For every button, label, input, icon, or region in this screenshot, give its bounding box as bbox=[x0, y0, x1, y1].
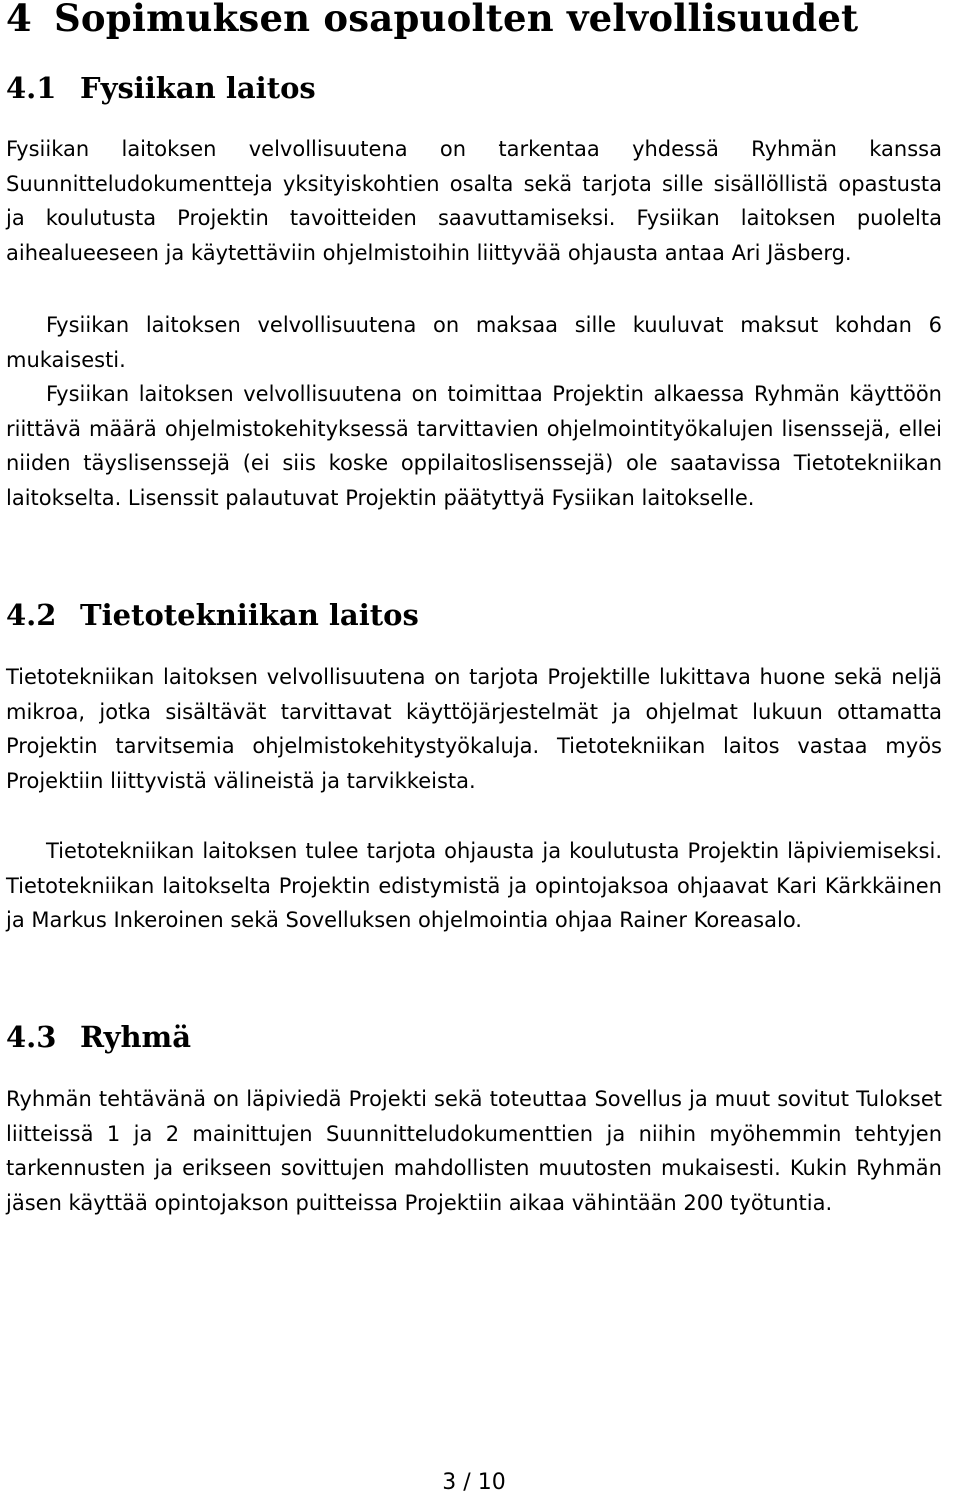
section-title: Fysiikan laitos bbox=[80, 71, 316, 105]
paragraph: Tietotekniikan laitoksen tulee tarjota ohjausta ja koulutusta Projektin läpiviemiseksi. Tietotekniikan laitokselta Projektin edistymistä ja opintojaksoa ohjaavat Kari Kärkkäinen ja Markus Inkeroinen sekä Sovelluksen ohjelmointia ohjaa Rainer Koreasalo. bbox=[6, 839, 942, 932]
section-title: Tietotekniikan laitos bbox=[80, 598, 419, 632]
section-heading-4-3 bbox=[6, 1020, 191, 1054]
section-title: Ryhmä bbox=[80, 1020, 192, 1054]
page-number: 3 / 10 bbox=[442, 1470, 506, 1495]
paragraph: Tietotekniikan laitoksen velvollisuutena on tarjota Projektille lukittava huone sekä neljä mikroa, jotka sisältävät tarvittavat käyttöjärjestelmät ja ohjelmat lukuun ottamatta Projektin tarvitsemia ohjelmistokehitystyökaluja. Tietotekniikan laitos vastaa myös Projektiin liittyvistä välineistä ja tarvikkeista. bbox=[6, 665, 942, 793]
paragraph: Fysiikan laitoksen velvollisuutena on maksaa sille kuuluvat maksut kohdan 6 mukaisesti. bbox=[6, 313, 942, 372]
paragraph: Fysiikan laitoksen velvollisuutena on tarkentaa yhdessä Ryhmän kanssa Suunnitteludokumentteja yksityiskohtien osalta sekä tarjota sille sisällöllistä opastusta ja koulutusta Projektin tavoitteiden saavuttamiseksi. Fysiikan laitoksen puolelta aihealueeseen ja käytettäviin ohjelmistoihin liittyvää ohjausta antaa Ari Jäsberg. bbox=[6, 137, 942, 265]
chapter-title: Sopimuksen osapuolten velvollisuudet bbox=[54, 0, 859, 40]
chapter-number: 4 bbox=[6, 0, 32, 40]
paragraph: Fysiikan laitoksen velvollisuutena on toimittaa Projektin alkaessa Ryhmän käyttöön riittävä määrä ohjelmistokehityksessä tarvittavien ohjelmointityökalujen lisenssejä, ellei niiden täyslisenssejä (ei siis koske oppilaitoslisenssejä) ole saatavissa Tietotekniikan laitokselta. Lisenssit palautuvat Projektin päätyttyä Fysiikan laitokselle. bbox=[6, 382, 942, 510]
section-number: 4.3 bbox=[6, 1020, 57, 1054]
chapter-heading bbox=[6, 0, 858, 40]
section-number: 4.2 bbox=[6, 598, 57, 632]
paragraph: Ryhmän tehtävänä on läpiviedä Projekti sekä toteuttaa Sovellus ja muut sovitut Tulokset liitteissä 1 ja 2 mainittujen Suunnitteludokumenttien ja niihin myöhemmin tehtyjen tarkennusten ja erikseen sovittujen mahdollisten muutosten mukaisesti. Kukin Ryhmän jäsen käyttää opintojakson puitteissa Projektiin aikaa vähintään 200 työtuntia. bbox=[6, 1087, 942, 1215]
section-heading-4-1 bbox=[6, 71, 316, 105]
section-number: 4.1 bbox=[6, 71, 57, 105]
section-heading-4-2 bbox=[6, 598, 419, 632]
